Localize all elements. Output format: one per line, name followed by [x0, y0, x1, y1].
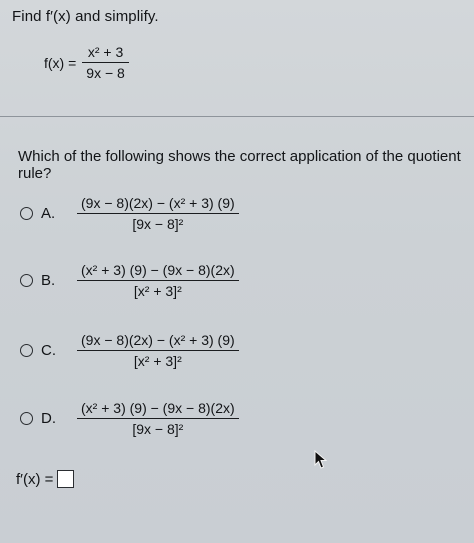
option-fraction-bar-a	[77, 213, 239, 214]
radio-button-c[interactable]	[20, 344, 33, 357]
option-denominator-c: [x² + 3]²	[133, 353, 182, 369]
option-label-c: C.	[41, 342, 56, 359]
option-label-d: D.	[41, 410, 56, 427]
prompt-text: Find f′(x) and simplify.	[12, 8, 159, 25]
function-expression	[44, 44, 129, 81]
answer-row	[16, 470, 74, 488]
option-fraction-a	[77, 195, 239, 232]
option-b[interactable]	[20, 262, 239, 299]
option-fraction-d	[77, 400, 239, 437]
option-denominator-b: [x² + 3]²	[133, 283, 182, 299]
option-d[interactable]	[20, 400, 239, 437]
option-fraction-bar-d	[77, 418, 239, 419]
function-denominator: 9x − 8	[86, 65, 125, 81]
option-numerator-a: (9x − 8)(2x) − (x² + 3) (9)	[81, 195, 235, 211]
option-fraction-bar-b	[77, 280, 239, 281]
option-fraction-c	[77, 332, 239, 369]
option-denominator-a: [9x − 8]²	[132, 216, 184, 232]
option-numerator-b: (x² + 3) (9) − (9x − 8)(2x)	[81, 262, 235, 278]
option-fraction-bar-c	[77, 350, 239, 351]
option-numerator-c: (9x − 8)(2x) − (x² + 3) (9)	[81, 332, 235, 348]
section-divider	[0, 116, 474, 117]
question-text: Which of the following shows the correct application of the quotient rule?	[18, 148, 461, 182]
option-c[interactable]	[20, 332, 239, 369]
function-numerator: x² + 3	[87, 44, 124, 60]
radio-button-d[interactable]	[20, 412, 33, 425]
function-fraction	[82, 44, 129, 81]
answer-lhs: f′(x) =	[16, 470, 54, 488]
mouse-pointer-icon	[314, 450, 328, 470]
option-denominator-d: [9x − 8]²	[132, 421, 184, 437]
option-label-a: A.	[41, 205, 56, 222]
option-numerator-d: (x² + 3) (9) − (9x − 8)(2x)	[81, 400, 235, 416]
option-a[interactable]	[20, 195, 239, 232]
option-fraction-b	[77, 262, 239, 299]
radio-button-b[interactable]	[20, 274, 33, 287]
function-lhs: f(x) =	[44, 54, 77, 71]
fraction-bar	[82, 62, 129, 63]
option-label-b: B.	[41, 272, 56, 289]
radio-button-a[interactable]	[20, 207, 33, 220]
answer-input[interactable]	[57, 470, 74, 488]
